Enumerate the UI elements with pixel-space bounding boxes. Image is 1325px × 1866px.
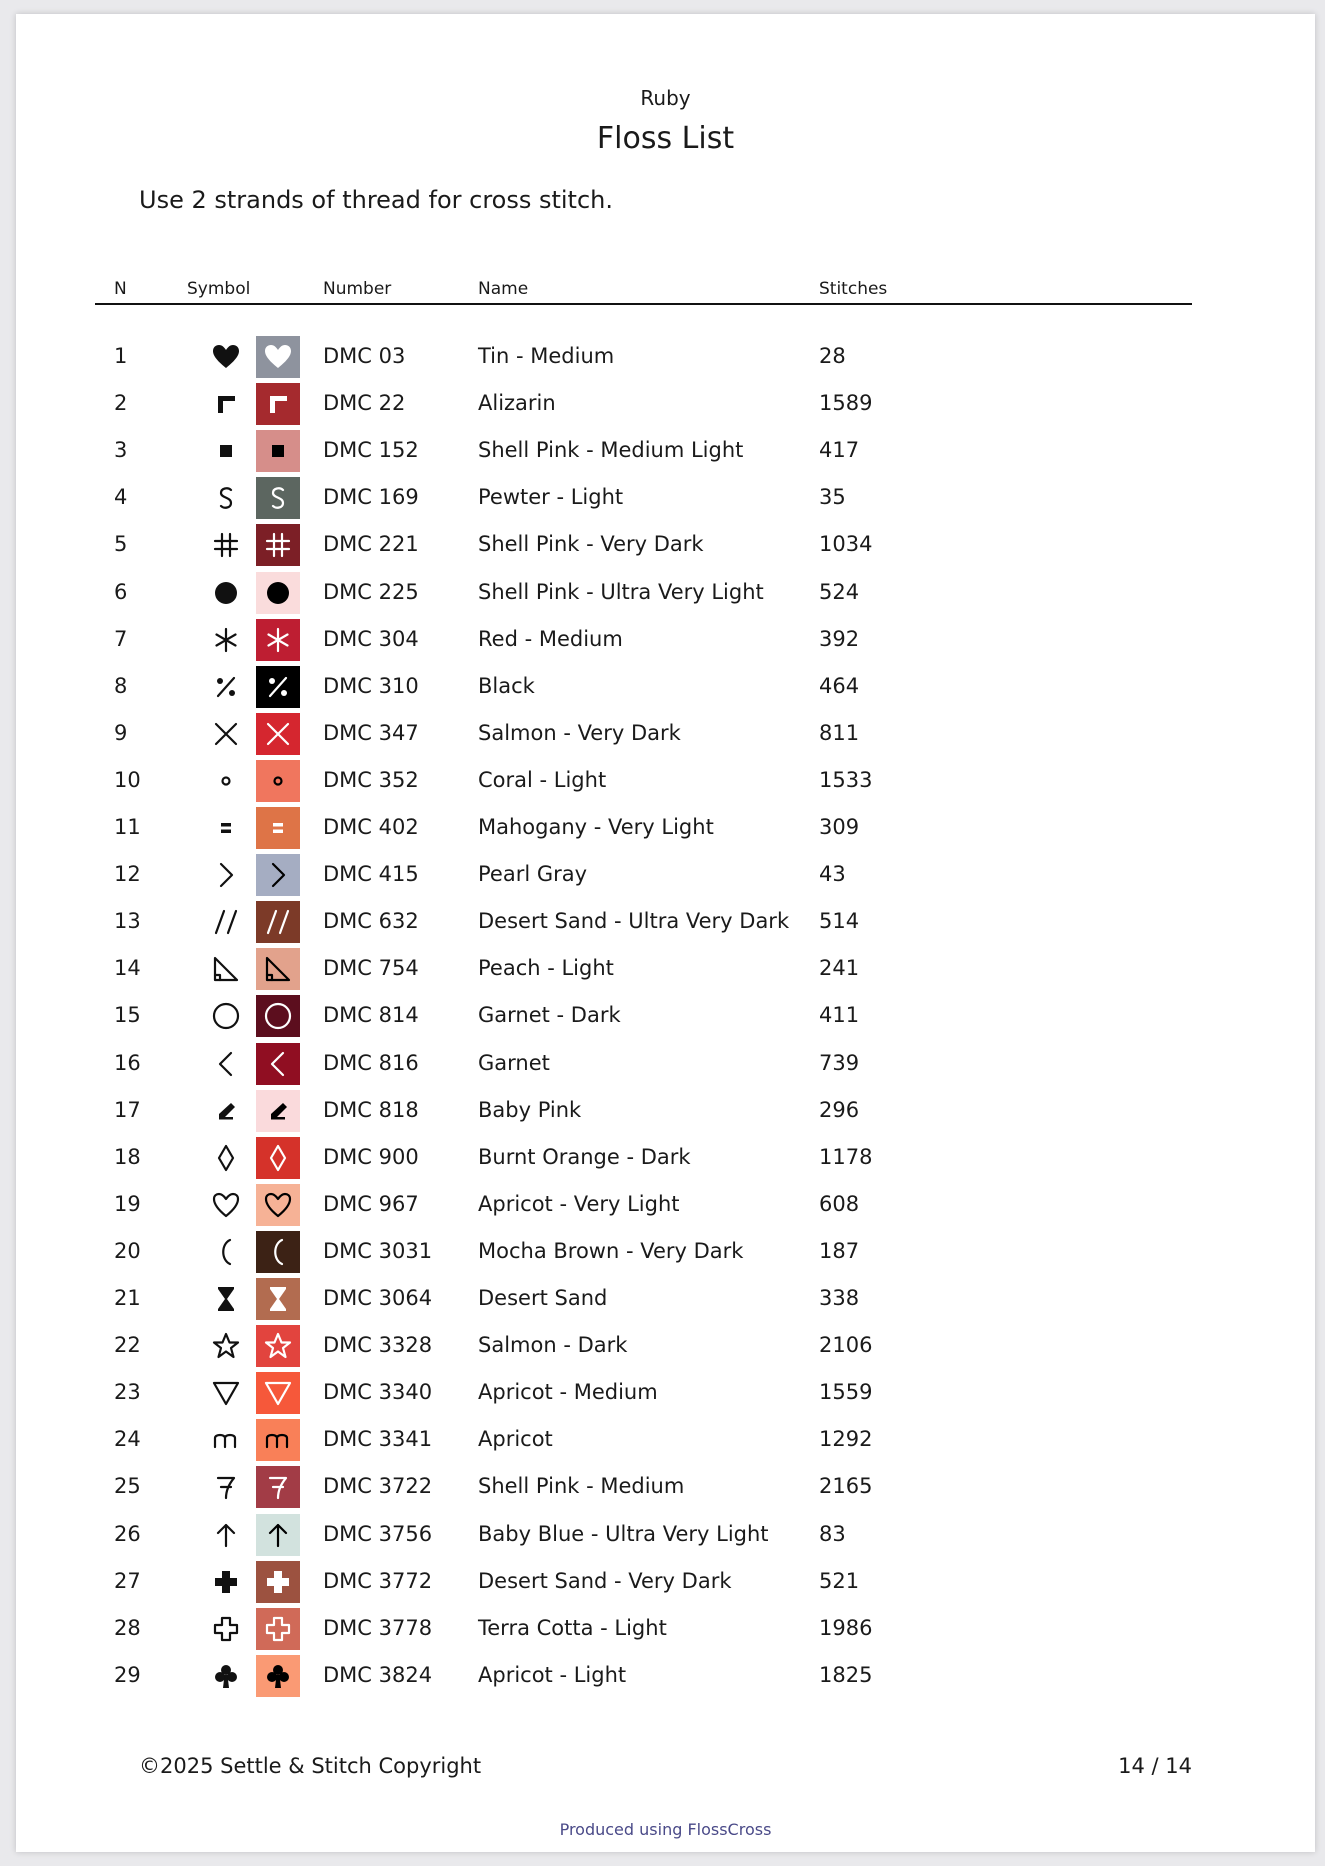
right-triangle-icon — [263, 954, 293, 984]
table-row — [16, 1228, 1315, 1275]
letter-m-icon — [263, 1425, 293, 1455]
color-swatch — [256, 760, 300, 802]
floss-name: Salmon - Dark — [478, 1333, 628, 1358]
floss-name: Tin - Medium — [478, 344, 615, 368]
stitch-count: 464 — [819, 673, 860, 698]
table-row — [16, 945, 1315, 992]
floss-number: DMC 816 — [323, 1050, 419, 1075]
table-row — [16, 569, 1315, 616]
floss-number: DMC 3756 — [323, 1521, 433, 1546]
table-row — [16, 1181, 1315, 1228]
color-swatch — [256, 524, 300, 566]
floss-name: Shell Pink - Medium Light — [478, 438, 744, 463]
row-number: 1 — [114, 344, 128, 368]
table-row — [16, 1558, 1315, 1605]
table-row — [16, 521, 1315, 568]
color-swatch — [256, 1514, 300, 1556]
stitch-count: 1533 — [819, 767, 873, 792]
x-cross-icon — [263, 719, 293, 749]
floss-name: Shell Pink - Very Dark — [478, 532, 704, 557]
row-number: 4 — [114, 485, 128, 510]
floss-number: DMC 632 — [323, 909, 419, 934]
row-number: 23 — [114, 1380, 141, 1405]
floss-name: Burnt Orange - Dark — [478, 1144, 691, 1169]
color-swatch — [256, 807, 300, 849]
floss-number: DMC 304 — [323, 626, 419, 651]
small-circle-icon — [263, 766, 293, 796]
table-row — [16, 616, 1315, 663]
floss-name: Baby Blue - Ultra Very Light — [478, 1521, 769, 1546]
table-row — [16, 992, 1315, 1039]
floss-name: Black — [478, 673, 535, 698]
row-number: 17 — [114, 1097, 141, 1122]
stitch-count: 524 — [819, 579, 860, 604]
header-divider — [95, 303, 1192, 305]
table-row — [16, 1322, 1315, 1369]
hourglass-icon — [208, 1281, 244, 1317]
floss-name: Mahogany - Very Light — [478, 815, 714, 839]
header-name: Name — [478, 279, 529, 299]
table-row — [16, 427, 1315, 474]
equals-icon — [263, 813, 293, 843]
hourglass-icon — [263, 1284, 293, 1314]
arrow-up-icon — [263, 1520, 293, 1550]
color-swatch — [256, 666, 300, 708]
stitch-count: 608 — [819, 1191, 860, 1216]
table-row — [16, 380, 1315, 427]
seven-icon — [208, 1469, 244, 1505]
stitch-count: 1178 — [819, 1144, 873, 1169]
chevron-right-icon — [263, 860, 293, 890]
color-swatch — [256, 336, 300, 378]
row-number: 18 — [114, 1144, 141, 1169]
stitch-count: 83 — [819, 1521, 846, 1546]
color-swatch — [256, 1043, 300, 1085]
page-title: Floss List — [596, 121, 735, 156]
table-row — [16, 851, 1315, 898]
floss-name: Red - Medium — [478, 626, 623, 651]
color-swatch — [256, 948, 300, 990]
table-row — [16, 710, 1315, 757]
plus-outline-icon — [208, 1611, 244, 1647]
floss-number: DMC 03 — [323, 344, 406, 368]
row-number: 9 — [114, 720, 128, 745]
stitch-count: 241 — [819, 956, 860, 981]
floss-number: DMC 22 — [323, 391, 406, 416]
floss-name: Apricot - Very Light — [478, 1191, 680, 1216]
floss-number: DMC 310 — [323, 673, 419, 698]
floss-number: DMC 347 — [323, 720, 419, 745]
floss-number: DMC 3341 — [323, 1427, 433, 1452]
stitch-count: 417 — [819, 438, 860, 463]
row-number: 11 — [114, 815, 141, 839]
floss-name: Alizarin — [478, 391, 556, 416]
floss-name: Pewter - Light — [478, 485, 624, 510]
triangle-down-icon — [263, 1378, 293, 1408]
floss-number: DMC 3778 — [323, 1615, 433, 1640]
row-number: 21 — [114, 1286, 141, 1310]
floss-number: DMC 3031 — [323, 1238, 433, 1263]
color-swatch — [256, 1278, 300, 1320]
double-slash-icon — [263, 907, 293, 937]
equals-icon — [208, 810, 244, 846]
plus-outline-icon — [263, 1614, 293, 1644]
floss-number: DMC 415 — [323, 862, 419, 887]
circle-solid-icon — [263, 578, 293, 608]
club-icon — [208, 1658, 244, 1694]
stitch-count: 1986 — [819, 1615, 873, 1640]
stitch-count: 392 — [819, 626, 860, 651]
star-outline-icon — [263, 1331, 293, 1361]
color-swatch — [256, 1231, 300, 1273]
floss-name: Coral - Light — [478, 767, 607, 792]
stitch-count: 338 — [819, 1286, 860, 1310]
header-number: Number — [323, 279, 392, 299]
table-row — [16, 1511, 1315, 1558]
table-row — [16, 1605, 1315, 1652]
row-number: 16 — [114, 1050, 141, 1075]
row-number: 2 — [114, 391, 128, 416]
stitch-count: 739 — [819, 1050, 860, 1075]
floss-name: Desert Sand - Ultra Very Dark — [478, 909, 790, 934]
table-row — [16, 1134, 1315, 1181]
floss-number: DMC 814 — [323, 1003, 419, 1028]
floss-name: Desert Sand - Very Dark — [478, 1568, 732, 1593]
floss-name: Peach - Light — [478, 956, 614, 981]
color-swatch — [256, 1608, 300, 1650]
produced-by: Produced using FlossCross — [559, 1820, 772, 1839]
plus-solid-icon — [263, 1567, 293, 1597]
floss-number: DMC 221 — [323, 532, 419, 557]
crescent-icon — [263, 1237, 293, 1267]
floss-number: DMC 402 — [323, 815, 419, 839]
pattern-name: Ruby — [640, 86, 691, 110]
stitch-count: 43 — [819, 862, 846, 887]
star-outline-icon — [208, 1328, 244, 1364]
row-number: 29 — [114, 1662, 141, 1687]
chevron-right-icon — [208, 857, 244, 893]
floss-number: DMC 169 — [323, 485, 419, 510]
letter-s-icon — [263, 483, 293, 513]
small-circle-icon — [208, 763, 244, 799]
hash-icon — [263, 530, 293, 560]
table-row — [16, 1463, 1315, 1510]
color-swatch — [256, 572, 300, 614]
color-swatch — [256, 619, 300, 661]
stitch-count: 1034 — [819, 532, 873, 557]
floss-name: Mocha Brown - Very Dark — [478, 1238, 744, 1263]
hash-icon — [208, 527, 244, 563]
floss-name: Pearl Gray — [478, 862, 588, 887]
color-swatch — [256, 383, 300, 425]
diamond-outline-icon — [208, 1140, 244, 1176]
letter-s-icon — [208, 480, 244, 516]
floss-number: DMC 818 — [323, 1097, 419, 1122]
color-swatch — [256, 1372, 300, 1414]
double-slash-icon — [208, 904, 244, 940]
floss-number: DMC 3824 — [323, 1662, 433, 1687]
header-n: N — [114, 279, 127, 299]
heart-outline-icon — [208, 1187, 244, 1223]
table-row — [16, 757, 1315, 804]
heart-solid-icon — [208, 339, 244, 375]
floss-name: Apricot - Light — [478, 1662, 627, 1687]
diamond-outline-icon — [263, 1143, 293, 1173]
floss-number: DMC 3772 — [323, 1568, 433, 1593]
row-number: 22 — [114, 1333, 141, 1358]
x-cross-icon — [208, 716, 244, 752]
pen-slash-icon — [208, 1093, 244, 1129]
row-number: 15 — [114, 1003, 141, 1028]
stitch-count: 514 — [819, 909, 860, 934]
arrow-up-icon — [208, 1517, 244, 1553]
plus-solid-icon — [208, 1564, 244, 1600]
right-triangle-icon — [208, 951, 244, 987]
row-number: 28 — [114, 1615, 141, 1640]
stitch-count: 309 — [819, 815, 860, 839]
floss-number: DMC 3722 — [323, 1474, 433, 1499]
percent-icon — [208, 669, 244, 705]
color-swatch — [256, 430, 300, 472]
floss-number: DMC 900 — [323, 1144, 419, 1169]
stitch-count: 2165 — [819, 1474, 873, 1499]
chevron-left-icon — [263, 1049, 293, 1079]
circle-solid-icon — [208, 575, 244, 611]
table-row — [16, 1275, 1315, 1322]
floss-list-page — [16, 14, 1315, 1852]
table-row — [16, 1040, 1315, 1087]
stitch-count: 811 — [819, 720, 860, 745]
table-row — [16, 898, 1315, 945]
row-number: 24 — [114, 1427, 141, 1452]
table-row — [16, 1087, 1315, 1134]
stitch-count: 1559 — [819, 1380, 873, 1405]
color-swatch — [256, 1137, 300, 1179]
color-swatch — [256, 1184, 300, 1226]
table-row — [16, 1416, 1315, 1463]
copyright: ©2025 Settle & Stitch Copyright — [139, 1754, 482, 1778]
stitch-count: 1292 — [819, 1427, 873, 1452]
table-row — [16, 1369, 1315, 1416]
color-swatch — [256, 995, 300, 1037]
floss-number: DMC 3328 — [323, 1333, 433, 1358]
stitch-count: 296 — [819, 1097, 860, 1122]
square-solid-icon — [208, 433, 244, 469]
color-swatch — [256, 1655, 300, 1697]
chevron-left-icon — [208, 1046, 244, 1082]
row-number: 5 — [114, 532, 128, 557]
table-row — [16, 333, 1315, 380]
color-swatch — [256, 1561, 300, 1603]
color-swatch — [256, 477, 300, 519]
corner-icon — [208, 386, 244, 422]
corner-icon — [263, 389, 293, 419]
row-number: 19 — [114, 1191, 141, 1216]
table-row — [16, 804, 1315, 851]
crescent-icon — [208, 1234, 244, 1270]
floss-name: Garnet — [478, 1050, 550, 1075]
row-number: 6 — [114, 579, 128, 604]
color-swatch — [256, 1325, 300, 1367]
color-swatch — [256, 1419, 300, 1461]
stitch-count: 28 — [819, 344, 846, 368]
floss-number: DMC 152 — [323, 438, 419, 463]
floss-name: Shell Pink - Ultra Very Light — [478, 579, 764, 604]
asterisk-icon — [263, 625, 293, 655]
color-swatch — [256, 1090, 300, 1132]
row-number: 26 — [114, 1521, 141, 1546]
stitch-count: 521 — [819, 1568, 860, 1593]
header-stitches: Stitches — [819, 279, 888, 299]
row-number: 12 — [114, 862, 141, 887]
floss-number: DMC 225 — [323, 579, 419, 604]
header-symbol: Symbol — [187, 279, 251, 299]
club-icon — [263, 1661, 293, 1691]
row-number: 3 — [114, 438, 128, 463]
stitch-count: 35 — [819, 485, 846, 510]
heart-outline-icon — [263, 1190, 293, 1220]
floss-number: DMC 3064 — [323, 1286, 433, 1310]
floss-name: Terra Cotta - Light — [478, 1615, 667, 1640]
table-row — [16, 1652, 1315, 1699]
floss-name: Apricot - Medium — [478, 1380, 658, 1405]
page-number: 14 / 14 — [1118, 1754, 1192, 1778]
letter-m-icon — [208, 1422, 244, 1458]
stitch-count: 411 — [819, 1003, 860, 1028]
color-swatch — [256, 854, 300, 896]
floss-name: Baby Pink — [478, 1097, 582, 1122]
heart-solid-icon — [263, 342, 293, 372]
table-row — [16, 474, 1315, 521]
square-solid-icon — [263, 436, 293, 466]
triangle-down-icon — [208, 1375, 244, 1411]
floss-name: Garnet - Dark — [478, 1003, 621, 1028]
instruction-text: Use 2 strands of thread for cross stitch. — [139, 186, 613, 214]
row-number: 13 — [114, 909, 141, 934]
floss-number: DMC 352 — [323, 767, 419, 792]
floss-number: DMC 3340 — [323, 1380, 433, 1405]
floss-number: DMC 754 — [323, 956, 419, 981]
row-number: 14 — [114, 956, 141, 981]
floss-name: Salmon - Very Dark — [478, 720, 681, 745]
floss-name: Desert Sand — [478, 1286, 608, 1310]
floss-name: Apricot — [478, 1427, 553, 1452]
stitch-count: 187 — [819, 1238, 860, 1263]
circle-outline-icon — [208, 998, 244, 1034]
stitch-count: 1825 — [819, 1662, 873, 1687]
pen-slash-icon — [263, 1096, 293, 1126]
row-number: 27 — [114, 1568, 141, 1593]
seven-icon — [263, 1472, 293, 1502]
stitch-count: 1589 — [819, 391, 873, 416]
row-number: 20 — [114, 1238, 141, 1263]
table-row — [16, 663, 1315, 710]
floss-number: DMC 967 — [323, 1191, 419, 1216]
row-number: 25 — [114, 1474, 141, 1499]
percent-icon — [263, 672, 293, 702]
row-number: 10 — [114, 767, 141, 792]
stitch-count: 2106 — [819, 1333, 873, 1358]
circle-outline-icon — [263, 1001, 293, 1031]
color-swatch — [256, 713, 300, 755]
floss-name: Shell Pink - Medium — [478, 1474, 685, 1499]
row-number: 8 — [114, 673, 128, 698]
color-swatch — [256, 901, 300, 943]
color-swatch — [256, 1466, 300, 1508]
asterisk-icon — [208, 622, 244, 658]
row-number: 7 — [114, 626, 128, 651]
